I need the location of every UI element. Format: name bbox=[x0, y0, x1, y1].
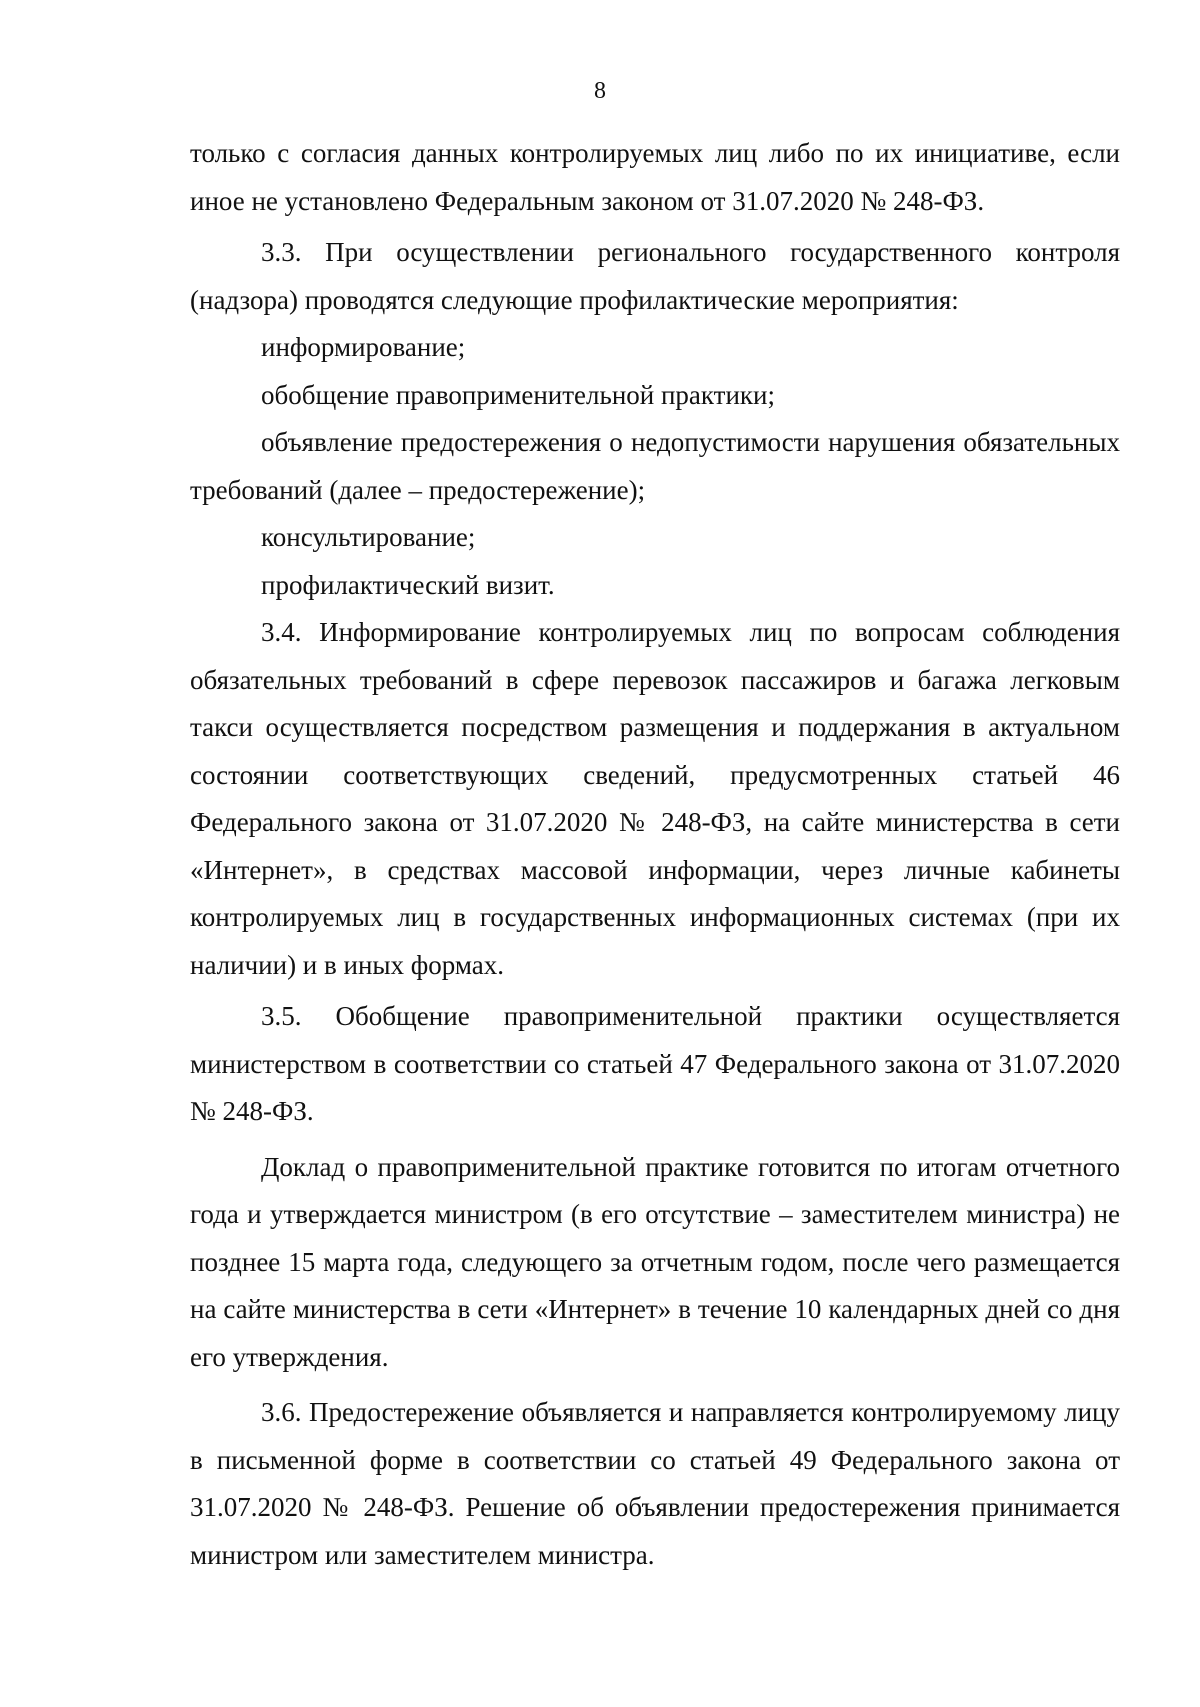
paragraph-3-5: 3.5. Обобщение правоприменительной практики осуществляется министерством в соответствии со статьей 47 Федерального закона от 31.07.2020 № 248-ФЗ. bbox=[190, 1001, 1120, 1126]
list-item-informing: информирование; bbox=[261, 332, 466, 362]
page-number: 8 bbox=[594, 78, 606, 104]
document-body bbox=[190, 130, 1120, 1579]
list-item-preventive-visit: профилактический визит. bbox=[261, 569, 555, 600]
paragraph-continuation: только с согласия данных контролируемых лиц либо по их инициативе, если иное не установлено Федеральным законом от 31.07.2020 № 248-ФЗ. bbox=[190, 138, 1120, 216]
list-item-warning: объявление предостережения о недопустимости нарушения обязательных требований (далее – предостережение); bbox=[190, 427, 1120, 505]
paragraph-3-6: 3.6. Предостережение объявляется и направляется контролируемому лицу в письменной форме в соответствии со статьей 49 Федерального закона от 31.07.2020 № 248-ФЗ. Решение об объявлении предостережения принимается министром или заместителем министра. bbox=[190, 1397, 1120, 1570]
list-item-consulting: консультирование; bbox=[261, 522, 476, 552]
paragraph-report: Доклад о правоприменительной практике готовится по итогам отчетного года и утверждается министром (в его отсутствие – заместителем министра) не позднее 15 марта года, следующего за отчетным годом, после чего размещается на сайте министерства в сети «Интернет» в течение 10 календарных дней со дня его утверждения. bbox=[190, 1151, 1120, 1372]
paragraph-3-4: 3.4. Информирование контролируемых лиц по вопросам соблюдения обязательных требований в сфере перевозок пассажиров и багажа легковым такси осуществляется посредством размещения и поддержания в актуальном состоянии соответствующих сведений, предусмотренных статьей 46 Федерального закона от 31.07.2020 № 248-ФЗ, на сайте министерства в сети «Интернет», в средствах массовой информации, через личные кабинеты контролируемых лиц в государственных информационных системах (при их наличии) и в иных формах. bbox=[190, 617, 1120, 980]
paragraph-3-3: 3.3. При осуществлении регионального государственного контроля (надзора) проводятся следующие профилактические мероприятия: bbox=[190, 237, 1120, 315]
list-item-practice-generalization: обобщение правоприменительной практики; bbox=[261, 379, 775, 410]
